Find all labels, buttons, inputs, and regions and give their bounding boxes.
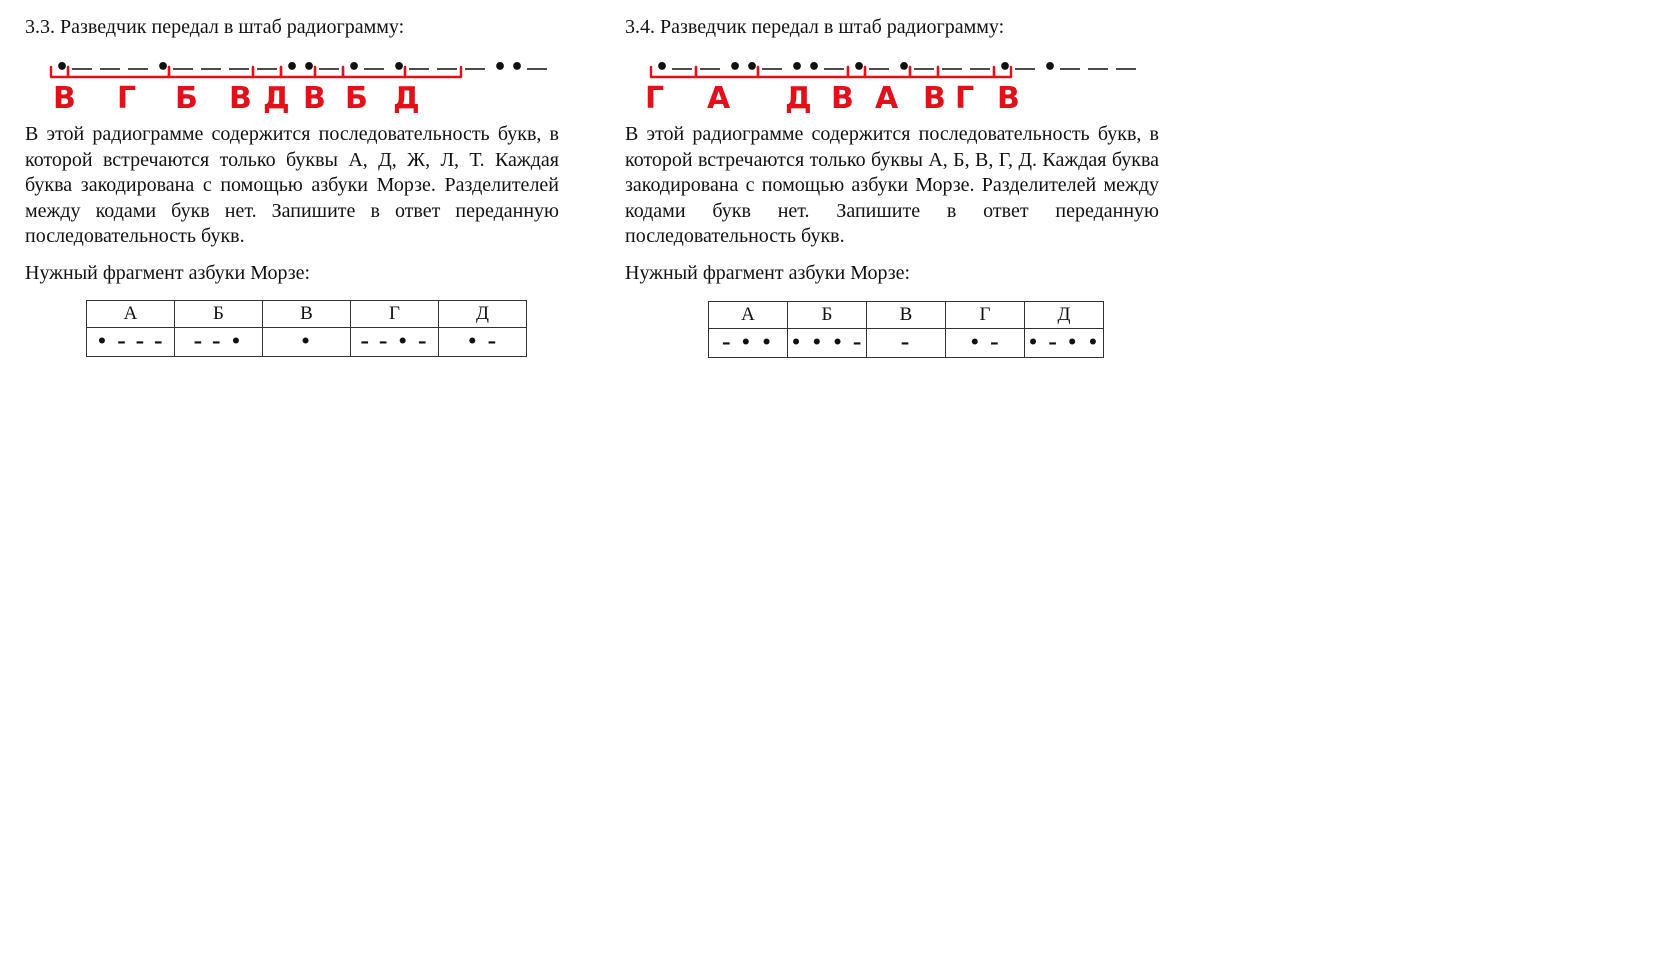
morse-letters-row	[709, 302, 1104, 329]
morse-dot-mark: •	[807, 55, 822, 80]
handwritten-letter: Г	[955, 81, 975, 116]
morse-dot-mark: •	[897, 55, 912, 80]
morse-letters-row	[87, 301, 527, 328]
code-cell: – – • –	[351, 328, 439, 357]
morse-table	[86, 300, 527, 357]
handwritten-letter: В	[53, 81, 76, 116]
morse-dot-mark: •	[655, 55, 670, 80]
code-cell: • –	[946, 329, 1025, 358]
morse-fragment-label: Нужный фрагмент азбуки Морзе:	[25, 262, 311, 284]
morse-dot-mark: •	[55, 55, 70, 80]
task-title: 3.3. Разведчик передал в штаб радиограмму:	[25, 16, 405, 38]
morse-codes-row	[87, 328, 527, 357]
morse-dot-mark: •	[728, 55, 743, 80]
handwritten-letter: А	[875, 81, 899, 116]
morse-dot-mark: •	[510, 55, 525, 80]
handwritten-letter: В	[303, 81, 326, 116]
code-cell: • – – –	[87, 328, 175, 357]
morse-dot-mark: •	[1043, 55, 1058, 80]
handwritten-letter: В	[997, 81, 1020, 116]
handwritten-letter: Д	[393, 81, 420, 116]
handwritten-letter: Д	[785, 81, 812, 116]
morse-dot-mark: •	[347, 55, 362, 80]
code-cell: •	[263, 328, 351, 357]
handwritten-letter: Г	[117, 81, 137, 116]
morse-table	[708, 301, 1104, 358]
handwritten-letter: В	[923, 81, 946, 116]
morse-dot-mark: •	[745, 55, 760, 80]
morse-dot-mark: •	[493, 55, 508, 80]
handwritten-letter: Д	[263, 81, 290, 116]
letter-cell: В	[263, 301, 351, 328]
morse-codes-row	[709, 329, 1104, 358]
handwritten-letter: В	[229, 81, 252, 116]
radiogram-with-annotations	[25, 55, 525, 122]
letter-cell: А	[87, 301, 175, 328]
morse-dot-mark: •	[302, 55, 317, 80]
letter-cell: Г	[351, 301, 439, 328]
handwritten-letter: Б	[175, 81, 198, 116]
morse-dot-mark: •	[998, 55, 1013, 80]
task-description: В этой радиограмме содержится последовательность букв, в которой встречаются только буквы А, Б, В, Г, Д. Каждая буква закодирована с помощью азбуки Морзе. Разделителей между кодами букв нет. Запишите в ответ переданную последовательность букв.	[625, 123, 1159, 247]
code-cell: – • •	[709, 329, 788, 358]
morse-dot-mark: •	[392, 55, 407, 80]
code-cell: • – • •	[1025, 329, 1104, 358]
morse-fragment-label: Нужный фрагмент азбуки Морзе:	[625, 262, 911, 284]
code-cell: • • • –	[788, 329, 867, 358]
task-title: 3.4. Разведчик передал в штаб радиограмму:	[625, 16, 1005, 38]
letter-cell: Г	[946, 302, 1025, 329]
code-cell: –	[867, 329, 946, 358]
morse-dot-mark: •	[852, 55, 867, 80]
task-description: В этой радиограмме содержится последовательность букв, в которой встречаются только буквы А, Д, Ж, Л, Т. Каждая буква закодирована с помощью азбуки Морзе. Разделителей между кодами букв нет. Запишите в ответ переданную последовательность букв.	[25, 123, 559, 247]
letter-cell: Д	[1025, 302, 1104, 329]
code-cell: – – •	[175, 328, 263, 357]
handwritten-letter: А	[707, 81, 731, 116]
code-cell: • –	[439, 328, 527, 357]
letter-cell: Б	[175, 301, 263, 328]
letter-cell: В	[867, 302, 946, 329]
letter-cell: Д	[439, 301, 527, 328]
morse-dot-mark: •	[285, 55, 300, 80]
letter-cell: А	[709, 302, 788, 329]
handwritten-letter: В	[831, 81, 854, 116]
morse-dot-mark: •	[156, 55, 171, 80]
letter-cell: Б	[788, 302, 867, 329]
morse-dot-mark: •	[790, 55, 805, 80]
handwritten-letter: Г	[645, 81, 665, 116]
radiogram-with-annotations	[625, 55, 1065, 122]
handwritten-letter: Б	[345, 81, 368, 116]
